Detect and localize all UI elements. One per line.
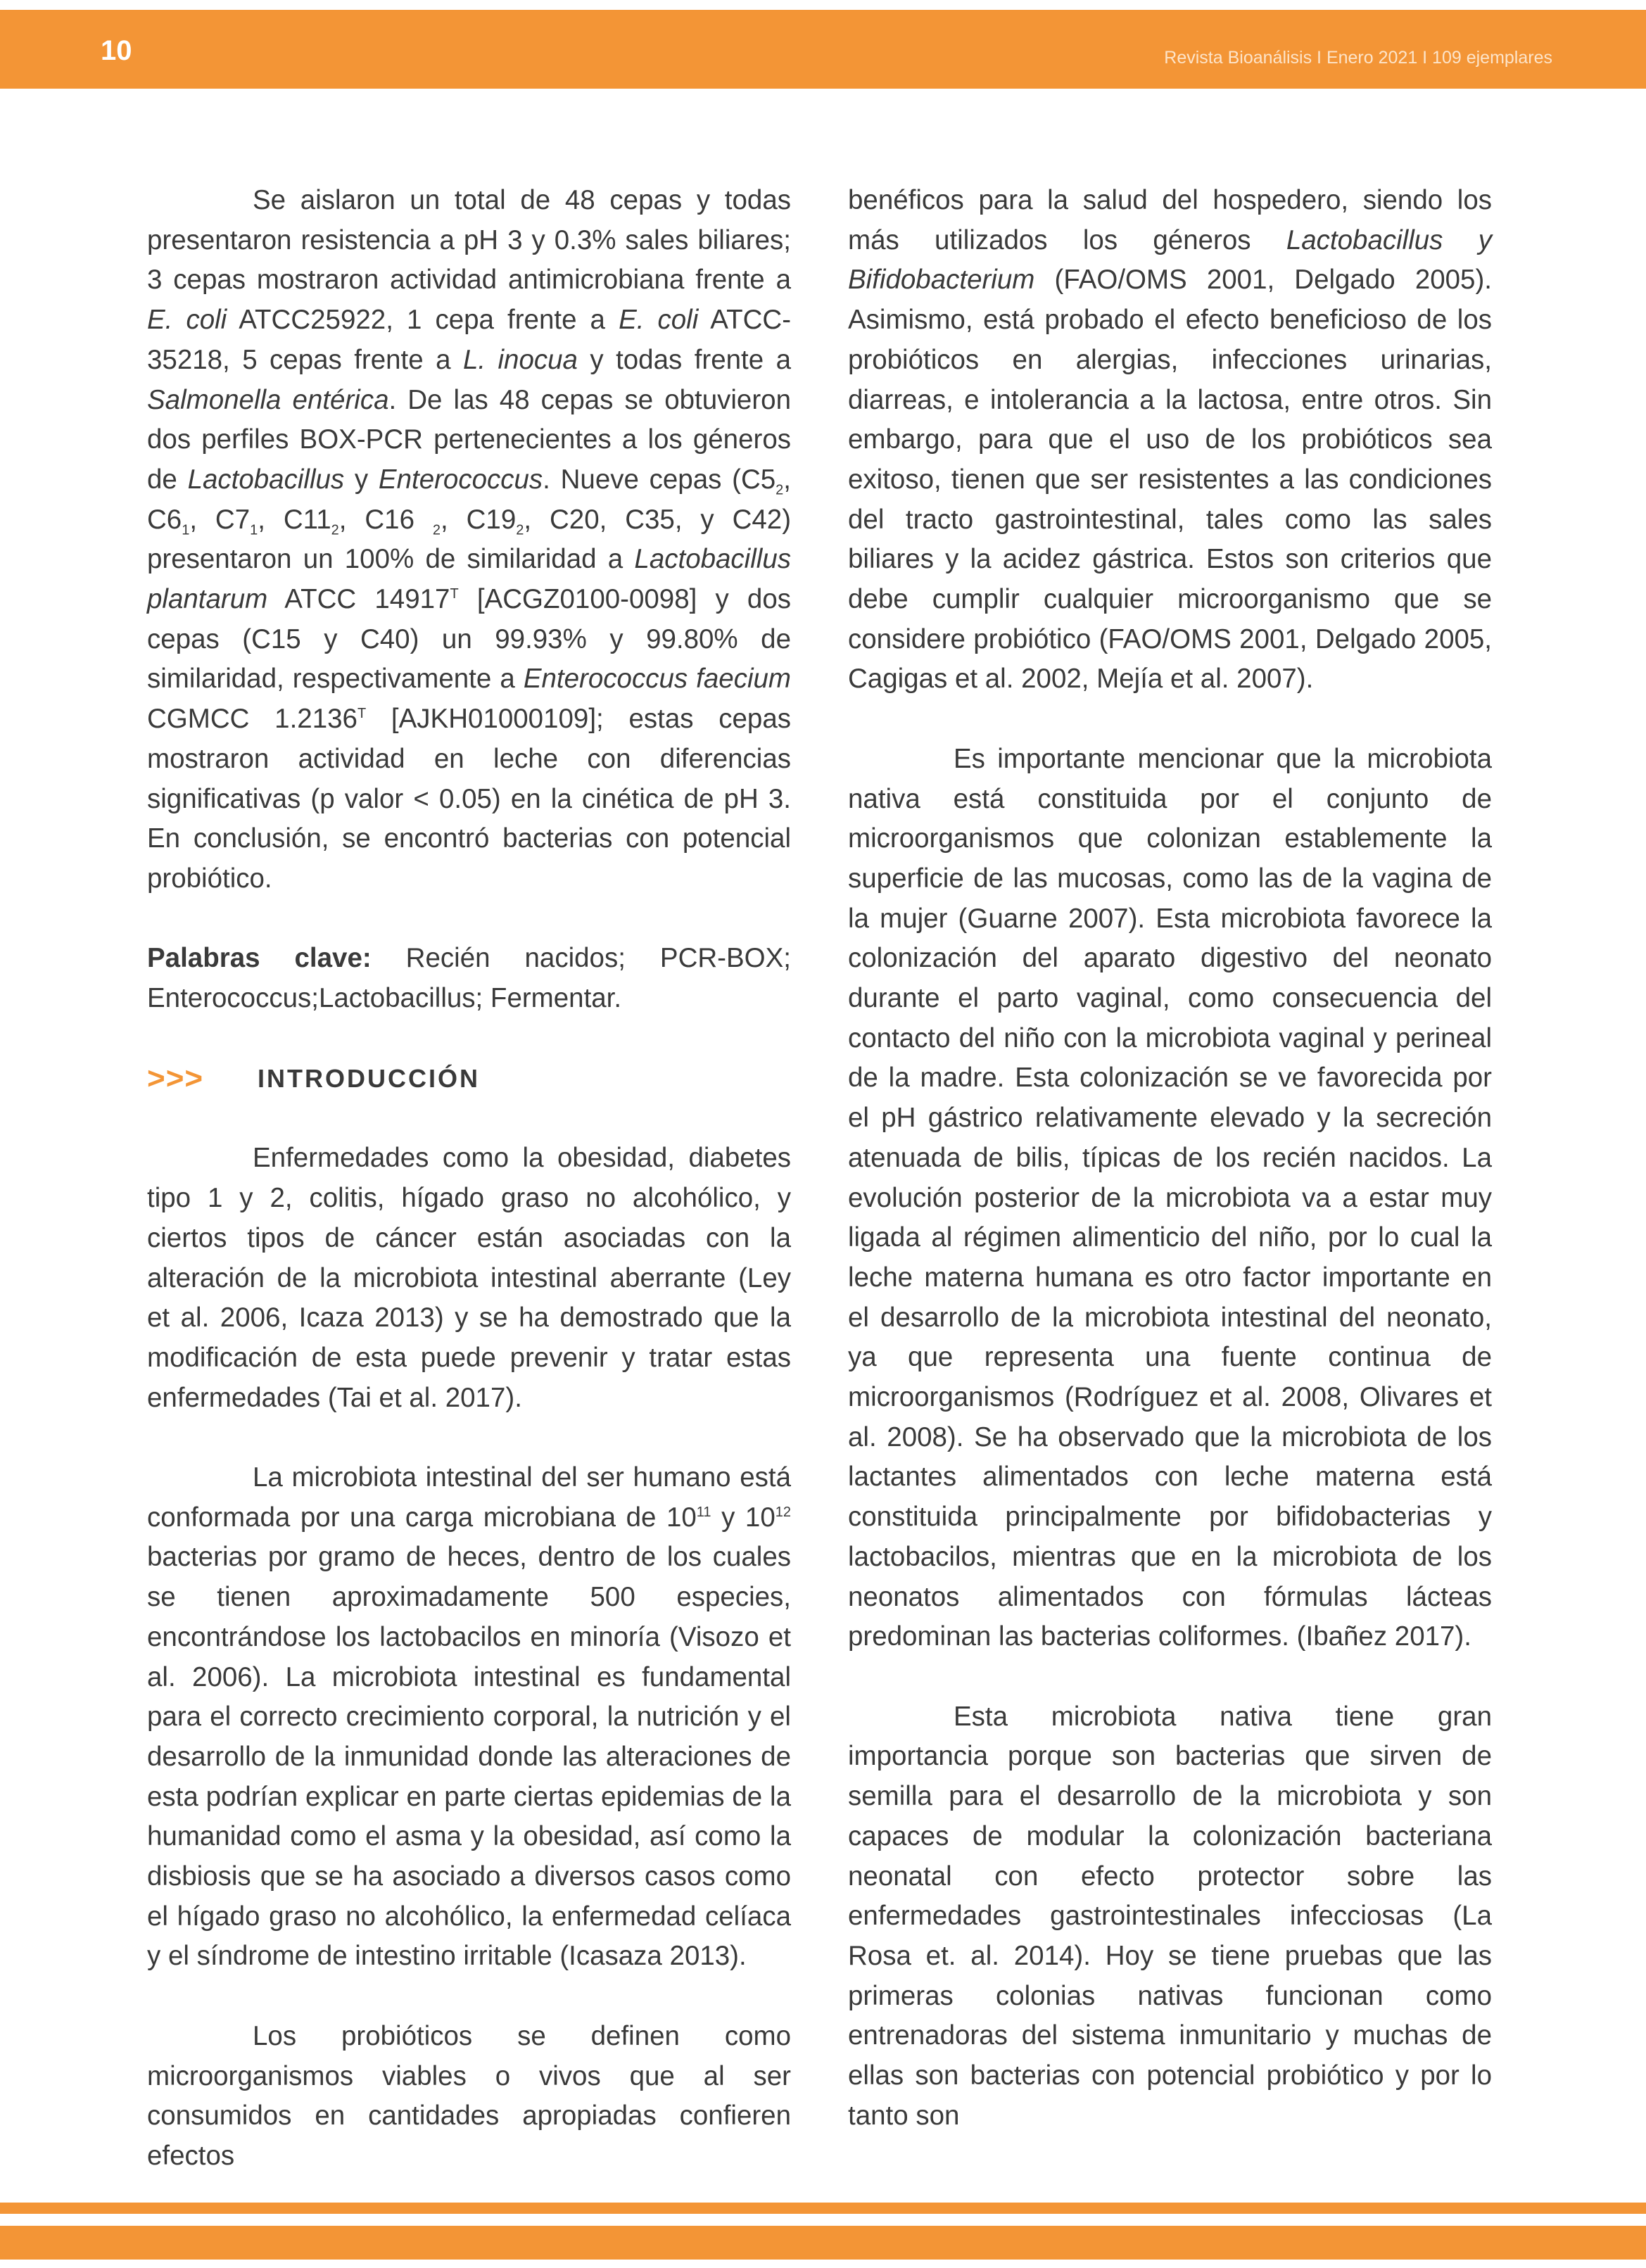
- abstract-paragraph: Se aislaron un total de 48 cepas y todas presentaron resistencia a pH 3 y 0.3% sales biliares; 3 cepas mostraron actividad antimicrobiana frente a E. coli ATCC25922, 1 cepa frente a E. coli ATCC-35218, 5 cepas frente a L. inocua y todas frente a Salmonella entérica. De las 48 cepas se obtuvieron dos perfiles BOX-PCR pertenecientes a los géneros de Lactobacillus y Enterococcus. Nueve cepas ($C5_2$, $C6_1$, $C7_1$, $C11_2$, C16 $_2$, $C19_2$, C20, C35, y C42) presentaron un 100% de similaridad a Lactobacillus plantarum ATCC $14917^T$ [ACGZ0100-0098] y dos cepas (C15 y C40) un 99.93% y 99.80% de similaridad, respectivamente a Enterococcus faecium CGMCC $1.2136^T$ [AJKH01000109]; estas cepas mostraron actividad en leche con diferencias significativas (p valor < 0.05) en la cinética de pH 3. En conclusión, se encontró bacterias con potencial probiótico.: [147, 185, 792, 894]
- intro-paragraph-1: Enfermedades como la obesidad, diabetes tipo 1 y 2, colitis, hígado graso no alcohólico, y ciertos tipos de cáncer están asociadas con la alteración de la microbiota intestinal aberrante (Ley et al. 2006, Icaza 2013) y se ha demostrado que la modificación de esta puede prevenir y tratar estas enfermedades (Tai et al. 2017).: [147, 1143, 791, 1413]
- section-heading: [147, 1058, 791, 1098]
- page-header: [0, 10, 1646, 89]
- intro-paragraph-3-continued: benéficos para la salud del hospedero, siendo los más utilizados los géneros Lactobacillus y Bifidobacterium (FAO/OMS 2001, Delgado 2005). Asimismo, está probado el efecto beneficioso de los probióticos en alergias, infecciones urinarias, diarreas, e intolerancia a la lactosa, entre otros. Sin embargo, para que el uso de los probióticos sea exitoso, tienen que ser resistentes a las condiciones del tracto gastrointestinal, tales como las sales biliares y la acidez gástrica. Estos son criterios que debe cumplir cualquier microorganismo que se considere probiótico (FAO/OMS 2001, Delgado 2005, Cagigas et al. 2002, Mejía et al. 2007).: [848, 185, 1492, 695]
- section-title: INTRODUCCIÓN: [258, 1063, 480, 1093]
- keywords-label: Palabras clave:: [147, 943, 372, 974]
- right-column: [848, 181, 1492, 2136]
- section-arrows-icon: >>>: [147, 1060, 204, 1096]
- running-head: Revista Bioanálisis I Enero 2021 I 109 ejemplares: [1164, 48, 1552, 68]
- intro-paragraph-4: Es importante mencionar que la microbiota nativa está constituida por el conjunto de microorganismos que colonizan establemente la superficie de las mucosas, como las de la vagina de la mujer (Guarne 2007). Esta microbiota favorece la colonización del aparato digestivo del neonato durante el parto vaginal, como consecuencia del contacto del niño con la microbiota vaginal y perineal de la madre. Esta colonización se ve favorecida por el pH gástrico relativamente elevado y la secreción atenuada de bilis, típicas de los recién nacidos. La evolución posterior de la microbiota va a estar muy ligada al régimen alimenticio del niño, por lo cual la leche materna humana es otro factor importante en el desarrollo de la microbiota intestinal del neonato, ya que representa una fuente continua de microorganismos (Rodríguez et al. 2008, Olivares et al. 2008). Se ha observado que la microbiota de los lactantes alimentados con leche materna está constituida principalmente por bifidobacterias y lactobacilos, mientras que en la microbiota de los neonatos alimentados con fórmulas lácteas predominan las bacterias coliformes. (Ibañez 2017).: [848, 743, 1492, 1652]
- footer-bar-thick: [0, 2226, 1646, 2260]
- footer-bar-thin: [0, 2203, 1646, 2214]
- page-number: 10: [101, 35, 132, 66]
- intro-paragraph-2: La microbiota intestinal del ser humano está conformada por una carga microbiana de $10^{11}$ y $10^{12}$ bacterias por gramo de heces, dentro de los cuales se tienen aproximadamente 500 especies, encontrándose los lactobacilos en minoría (Visozo et al. 2006). La microbiota intestinal es fundamental para el correcto crecimiento corporal, la nutrición y el desarrollo de la inmunidad donde las alteraciones de esta podrían explicar en parte ciertas epidemias de la humanidad como el asma y la obesidad, así como la disbiosis que se ha asociado a diversos casos como el hígado graso no alcohólico, la enfermedad celíaca y el síndrome de intestino irritable (Icasaza 2013).: [147, 1462, 791, 1972]
- intro-paragraph-5: Esta microbiota nativa tiene gran importancia porque son bacterias que sirven de semilla para el desarrollo de la microbiota y son capaces de modular la colonización bacteriana neonatal con efecto protector sobre las enfermedades gastrointestinales infecciosas (La Rosa et. al. 2014). Hoy se tiene pruebas que las primeras colonias nativas funcionan como entrenadoras del sistema inmunitario y muchas de ellas son bacterias con potencial probiótico y por lo tanto son: [848, 1701, 1492, 2131]
- intro-paragraph-3: Los probióticos se definen como microorganismos viables o vivos que al ser consumidos en cantidades apropiadas confieren efectos: [147, 2020, 791, 2171]
- keywords: [147, 939, 791, 1018]
- left-column: [147, 181, 791, 2177]
- keywords-text: Recién nacidos; PCR-BOX; Enterococcus;Lactobacillus; Fermentar.: [147, 943, 791, 1014]
